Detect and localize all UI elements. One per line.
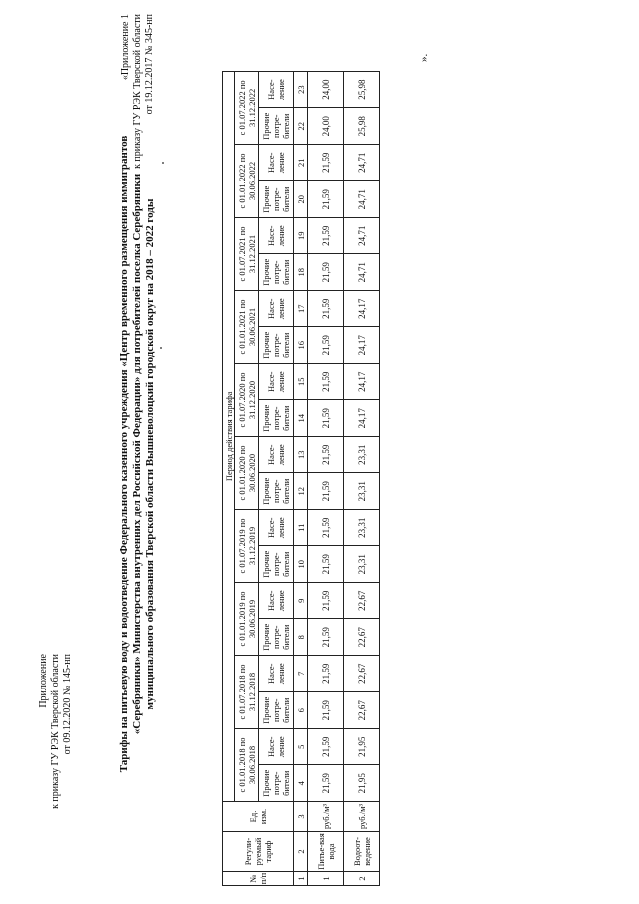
column-number: 15 bbox=[294, 364, 308, 401]
row-no: 2 bbox=[344, 872, 380, 886]
tariff-value: 21,95 bbox=[344, 765, 380, 802]
title-line3: муниципального образования Тверской области Вышневолоцкий городской округ на 2018 – 2022 годы bbox=[144, 198, 156, 710]
period-header: с 01.07.2021 по 31.12.2021 bbox=[235, 218, 259, 291]
tariff-value: 21,59 bbox=[308, 656, 344, 693]
column-number: 11 bbox=[294, 510, 308, 547]
document-title bbox=[118, 84, 157, 824]
consumer-pop-header: Насе-ление bbox=[259, 218, 294, 255]
header-right-line1: «Приложение 1 bbox=[120, 14, 131, 81]
period-header: с 01.07.2018 по 31.12.2018 bbox=[235, 656, 259, 729]
row-tariff-name: Водоот-ведение bbox=[344, 832, 380, 872]
scan-dot bbox=[160, 347, 162, 349]
consumer-other-header: Прочие потре-бители bbox=[259, 400, 294, 437]
consumer-other-header: Прочие потре-бители bbox=[259, 765, 294, 802]
tariff-value: 21,59 bbox=[308, 729, 344, 766]
column-number: 21 bbox=[294, 145, 308, 182]
column-number: 2 bbox=[294, 832, 308, 872]
tariff-value: 24,71 bbox=[344, 254, 380, 291]
header-right-line3: от 19.12.2017 № 345-нп bbox=[144, 14, 155, 115]
period-header: с 01.01.2019 по 30.06.2019 bbox=[235, 583, 259, 656]
row-unit: руб./м³ bbox=[308, 802, 344, 832]
title-line2: «Серебряники» Министерства внутренних дел Российской Федерации» для потребителей поселка Серебряники bbox=[131, 173, 143, 735]
tariff-value: 21,59 bbox=[308, 327, 344, 364]
tariff-value: 21,59 bbox=[308, 218, 344, 255]
tariff-value: 21,59 bbox=[308, 400, 344, 437]
column-number: 23 bbox=[294, 71, 308, 108]
period-header: с 01.07.2022 по 31.12.2022 bbox=[235, 71, 259, 144]
row-no: 1 bbox=[308, 872, 344, 886]
column-number: 4 bbox=[294, 765, 308, 802]
column-number: 3 bbox=[294, 802, 308, 832]
tariff-value: 24,17 bbox=[344, 364, 380, 401]
tariff-value: 24,71 bbox=[344, 181, 380, 218]
tariff-value: 24,71 bbox=[344, 218, 380, 255]
column-number: 5 bbox=[294, 729, 308, 766]
header-right-line2: к приказу ГУ РЭК Тверской области bbox=[132, 14, 143, 169]
tariff-value: 21,59 bbox=[308, 583, 344, 620]
tariff-value: 24,71 bbox=[344, 145, 380, 182]
tariff-value: 22,67 bbox=[344, 583, 380, 620]
consumer-other-header: Прочие потре-бители bbox=[259, 181, 294, 218]
consumer-pop-header: Насе-ление bbox=[259, 437, 294, 474]
tariff-value: 24,17 bbox=[344, 327, 380, 364]
title-line1: Тарифы на питьевую воду и водоотведение Федерального казенного учреждения «Центр временного размещения иммигрантов bbox=[118, 135, 130, 773]
consumer-other-header: Прочие потре-бители bbox=[259, 254, 294, 291]
closing-quote: ». bbox=[418, 53, 430, 62]
tariff-value: 24,17 bbox=[344, 400, 380, 437]
tariff-value: 24,17 bbox=[344, 291, 380, 328]
tariff-value: 22,67 bbox=[344, 619, 380, 656]
column-number: 13 bbox=[294, 437, 308, 474]
tariff-value: 21,59 bbox=[308, 546, 344, 583]
column-number: 8 bbox=[294, 619, 308, 656]
tariff-value: 21,59 bbox=[308, 473, 344, 510]
column-number: 22 bbox=[294, 108, 308, 145]
header-period: Период действия тарифа bbox=[223, 71, 235, 801]
header-no: № п/п bbox=[223, 872, 294, 886]
tariff-value: 21,59 bbox=[308, 619, 344, 656]
consumer-pop-header: Насе-ление bbox=[259, 291, 294, 328]
tariff-value: 24,00 bbox=[308, 108, 344, 145]
tariff-value: 22,67 bbox=[344, 656, 380, 693]
period-header: с 01.01.2020 по 30.06.2020 bbox=[235, 437, 259, 510]
column-number: 9 bbox=[294, 583, 308, 620]
scan-dot bbox=[162, 162, 164, 164]
consumer-pop-header: Насе-ление bbox=[259, 583, 294, 620]
tariff-value: 21,59 bbox=[308, 291, 344, 328]
tariff-value: 21,59 bbox=[308, 254, 344, 291]
consumer-pop-header: Насе-ление bbox=[259, 71, 294, 108]
column-number: 7 bbox=[294, 656, 308, 693]
period-header: с 01.07.2019 по 31.12.2019 bbox=[235, 510, 259, 583]
column-number: 20 bbox=[294, 181, 308, 218]
column-number: 17 bbox=[294, 291, 308, 328]
period-header: с 01.07.2020 по 31.12.2020 bbox=[235, 364, 259, 437]
period-header: с 01.01.2018 по 30.06.2018 bbox=[235, 729, 259, 802]
consumer-pop-header: Насе-ление bbox=[259, 729, 294, 766]
row-tariff-name: Питье-вая вода bbox=[308, 832, 344, 872]
tariff-table bbox=[222, 71, 380, 886]
column-number: 1 bbox=[294, 872, 308, 886]
tariff-value: 23,31 bbox=[344, 473, 380, 510]
consumer-pop-header: Насе-ление bbox=[259, 145, 294, 182]
period-header: с 01.01.2022 по 30.06.2022 bbox=[235, 145, 259, 218]
header-left-line2: к приказу ГУ РЭК Тверской области bbox=[50, 654, 61, 809]
table-row bbox=[308, 71, 344, 885]
table-row bbox=[344, 71, 380, 885]
consumer-other-header: Прочие потре-бители bbox=[259, 473, 294, 510]
tariff-value: 21,95 bbox=[344, 729, 380, 766]
tariff-value: 25,98 bbox=[344, 71, 380, 108]
consumer-other-header: Прочие потре-бители bbox=[259, 108, 294, 145]
consumer-other-header: Прочие потре-бители bbox=[259, 327, 294, 364]
tariff-value: 21,59 bbox=[308, 437, 344, 474]
tariff-value: 23,31 bbox=[344, 437, 380, 474]
tariff-value: 21,59 bbox=[308, 181, 344, 218]
header-left-block bbox=[38, 654, 74, 884]
column-number: 12 bbox=[294, 473, 308, 510]
tariff-value: 21,59 bbox=[308, 510, 344, 547]
column-number: 16 bbox=[294, 327, 308, 364]
consumer-pop-header: Насе-ление bbox=[259, 364, 294, 401]
tariff-value: 23,31 bbox=[344, 546, 380, 583]
header-unit: Ед. изм. bbox=[223, 802, 294, 832]
column-number: 19 bbox=[294, 218, 308, 255]
consumer-pop-header: Насе-ление bbox=[259, 656, 294, 693]
header-left-line1: Приложение bbox=[38, 654, 49, 708]
tariff-value: 21,59 bbox=[308, 145, 344, 182]
column-number: 6 bbox=[294, 692, 308, 729]
tariff-value: 25,98 bbox=[344, 108, 380, 145]
tariff-value: 21,59 bbox=[308, 692, 344, 729]
column-number: 10 bbox=[294, 546, 308, 583]
header-tariff: Регули-руемый тариф bbox=[223, 832, 294, 872]
consumer-pop-header: Насе-ление bbox=[259, 510, 294, 547]
tariff-value: 24,00 bbox=[308, 71, 344, 108]
period-header: с 01.01.2021 по 30.06.2021 bbox=[235, 291, 259, 364]
consumer-other-header: Прочие потре-бители bbox=[259, 619, 294, 656]
consumer-other-header: Прочие потре-бители bbox=[259, 546, 294, 583]
tariff-value: 22,67 bbox=[344, 692, 380, 729]
consumer-other-header: Прочие потре-бители bbox=[259, 692, 294, 729]
tariff-value: 21,59 bbox=[308, 364, 344, 401]
column-number: 18 bbox=[294, 254, 308, 291]
tariff-value: 21,59 bbox=[308, 765, 344, 802]
row-unit: руб./м³ bbox=[344, 802, 380, 832]
column-number: 14 bbox=[294, 400, 308, 437]
tariff-value: 23,31 bbox=[344, 510, 380, 547]
header-left-line3: от 09.12.2020 № 145-нп bbox=[62, 654, 73, 755]
